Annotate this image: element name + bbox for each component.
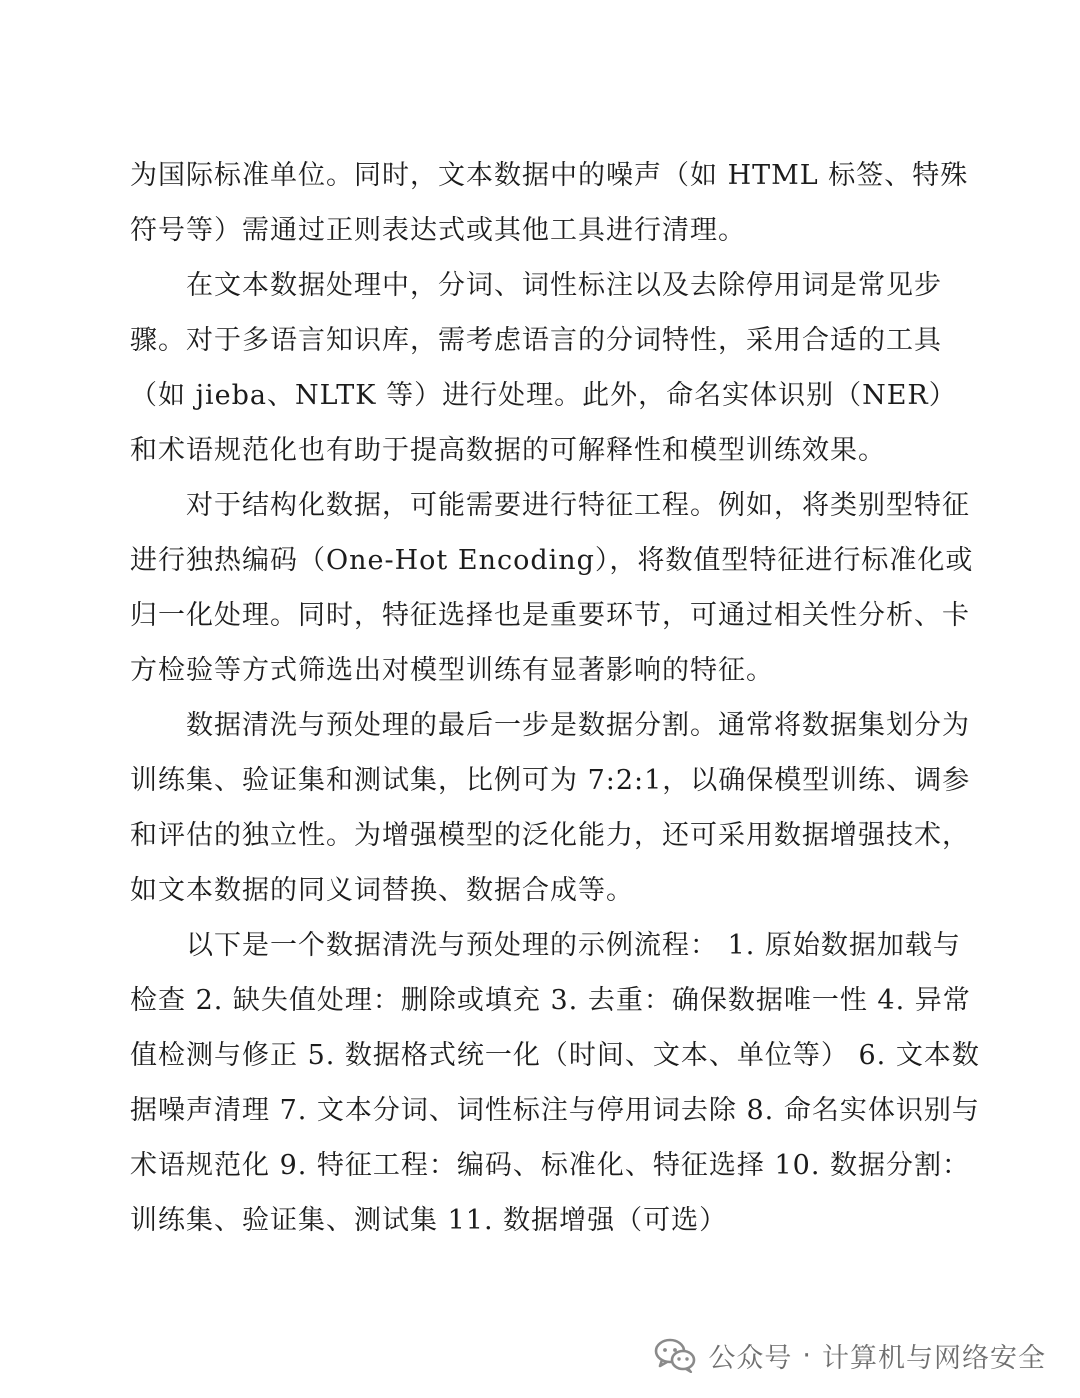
- watermark-separator: ·: [802, 1339, 812, 1371]
- paragraph-3: 对于结构化数据，可能需要进行特征工程。例如，将类别型特征进行独热编码（One-Hot Encoding），将数值型特征进行标准化或归一化处理。同时，特征选择也是重要环节，可通过相关性分析、卡方检验等方式筛选出对模型训练有显著影响的特征。: [130, 490, 974, 686]
- paragraph-1: 为国际标准单位。同时，文本数据中的噪声（如 HTML 标签、特殊符号等）需通过正则表达式或其他工具进行清理。: [130, 160, 969, 246]
- paragraph-5: 以下是一个数据清洗与预处理的示例流程： 1. 原始数据加载与检查 2. 缺失值处理：删除或填充 3. 去重：确保数据唯一性 4. 异常值检测与修正 5. 数据格式统一化（时间、文本、单位等） 6. 文本数据噪声清理 7. 文本分词、词性标注与停用词去除 8. 命名实体识别与术语规范化 9. 特征工程：编码、标准化、特征选择 10. 数据分割：训练集、验证集、测试集 11. 数据增强（可选）: [130, 930, 980, 1236]
- paragraph-2: 在文本数据处理中，分词、词性标注以及去除停用词是常见步骤。对于多语言知识库，需考虑语言的分词特性，采用合适的工具（如 jieba、NLTK 等）进行处理。此外，命名实体识别（NER）和术语规范化也有助于提高数据的可解释性和模型训练效果。: [130, 270, 957, 466]
- paragraph-4: 数据清洗与预处理的最后一步是数据分割。通常将数据集划分为训练集、验证集和测试集，比例可为 7:2:1，以确保模型训练、调参和评估的独立性。为增强模型的泛化能力，还可采用数据增强技术，如文本数据的同义词替换、数据合成等。: [130, 710, 971, 906]
- watermark: [654, 1330, 1046, 1380]
- document-body: [130, 148, 980, 1248]
- wechat-icon: [654, 1337, 696, 1373]
- watermark-label: 公众号: [708, 1342, 793, 1374]
- watermark-account: 计算机与网络安全: [822, 1342, 1046, 1374]
